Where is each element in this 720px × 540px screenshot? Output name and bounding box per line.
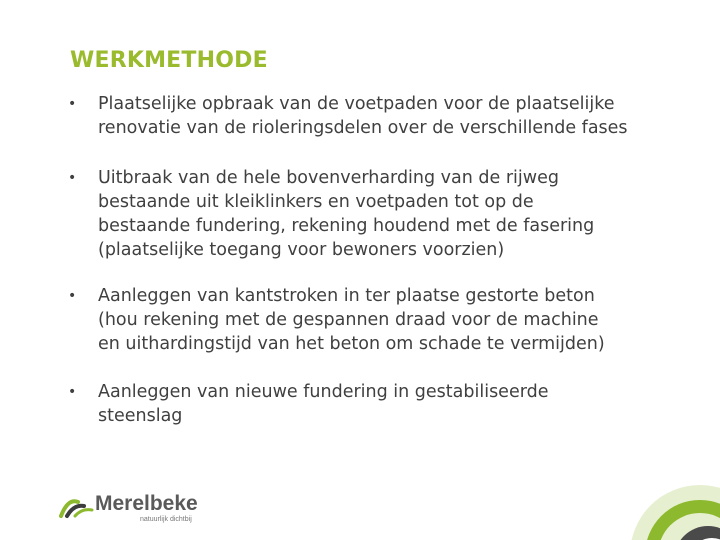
bullet-line: renovatie van de rioleringsdelen over de verschillende fases [98,118,628,138]
bullet-line: Plaatselijke opbraak van de voetpaden voor de plaatselijke [98,94,615,114]
logo-name: Merelbeke [95,492,198,515]
bullet-item [68,92,628,140]
logo-tagline: natuurlijk dichtbij [140,516,192,523]
bullet-line: en uithardingstijd van het beton om schade te vermijden) [98,334,605,354]
bullet-dot: • [68,288,77,304]
bullet-dot: • [68,96,77,112]
bullet-line: Aanleggen van kantstroken in ter plaatse gestorte beton [98,286,595,306]
bullet-line: (hou rekening met de gespannen draad voor de machine [98,310,599,330]
corner-decoration-icon [600,480,720,540]
bullet-dot: • [68,384,77,400]
logo-mark-icon [58,494,98,520]
bullet-item [68,380,548,428]
bullet-line: Aanleggen van nieuwe fundering in gestabiliseerde [98,382,549,402]
bullet-line: bestaande uit kleiklinkers en voetpaden tot op de [98,192,534,212]
bullet-line: (plaatselijke toegang voor bewoners voorzien) [98,240,505,260]
bullet-line: steenslag [98,406,183,426]
bullet-item [68,166,594,262]
slide-title: WERKMETHODE [70,48,268,73]
bullet-dot: • [68,170,77,186]
bullet-item [68,284,605,356]
bullet-line: bestaande fundering, rekening houdend met de fasering [98,216,595,236]
merelbeke-logo [58,492,218,532]
bullet-line: Uitbraak van de hele bovenverharding van de rijweg [98,168,559,188]
